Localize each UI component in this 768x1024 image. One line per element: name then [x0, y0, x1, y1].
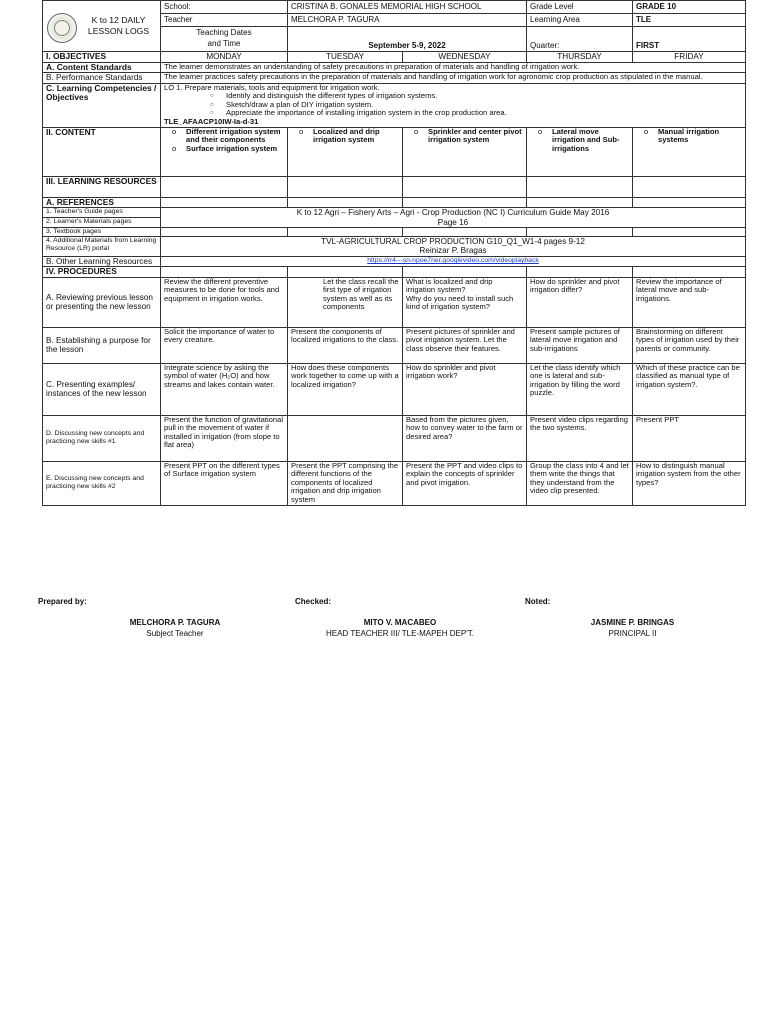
lo-item: ○ Identify and distinguish the different types of irrigation systems.: [226, 92, 742, 101]
procedure-cell-thursday: Group the class into 4 and let them write the things that they understand from the video clip presented.: [527, 461, 633, 505]
procedure-cell-monday: Integrate science by asking the symbol of water (H₂O) and how streams and lakes contain water.: [161, 363, 288, 415]
procedure-cell-monday: Present PPT on the different types of Surface irrigation system: [161, 461, 288, 505]
procedure-cell-tuesday: Let the class recall the first type of irrigation system as well as its components: [288, 277, 403, 327]
content-wednesday: [403, 127, 527, 176]
learners-materials-label: 2. Learner's Materials pages: [43, 218, 161, 228]
empty-cell: [403, 176, 527, 197]
procedure-cell-wednesday: Present pictures of sprinkler and pivot irrigation system. Let the class observe their features.: [403, 327, 527, 363]
objectives-day-row: [43, 52, 746, 63]
other-resources-label: B. Other Learning Resources: [43, 256, 161, 266]
teacher-value: MELCHORA P. TAGURA: [288, 14, 527, 27]
teachers-guide-value: K to 12 Agri – Fishery Arts – Agri - Crop Production (NC I) Curriculum Guide May 2016: [296, 208, 610, 218]
lo-item: ○ Sketch/draw a plan of DIY irrigation system.: [226, 101, 742, 110]
performance-standards-label: B. Performance Standards: [43, 73, 161, 83]
content-friday-item: o Manual irrigation systems: [658, 128, 742, 145]
additional-materials-label: 4. Additional Materials from Learning Resource (LR) portal: [43, 236, 161, 256]
procedure-cell-tuesday: [288, 415, 403, 461]
prepared-title: Subject Teacher: [146, 629, 204, 638]
other-resources-value: [161, 256, 746, 266]
procedure-cell-thursday: Present video clips regarding the two systems.: [527, 415, 633, 461]
school-value: CRISTINA B. GONALES MEMORIAL HIGH SCHOOL: [288, 1, 527, 14]
lesson-log-table: [42, 0, 746, 506]
noted-label: [525, 597, 550, 606]
procedure-cell-thursday: How do sprinkler and pivot irrigation differ?: [527, 277, 633, 327]
grade-label: Grade Level: [527, 1, 633, 14]
procedures-heading-row: [43, 266, 746, 277]
content-thursday-list: [530, 128, 629, 154]
content-monday-list: [164, 128, 284, 154]
other-resources-link[interactable]: https://rr4---sn-npoe7ner.googlevideo.com/videoplayback: [367, 257, 539, 265]
quarter-value: FIRST: [633, 27, 746, 52]
empty-cell: [161, 227, 288, 236]
content-tuesday-item: o Localized and drip irrigation system: [313, 128, 399, 145]
competencies-label: C. Learning Competencies / Objectives: [43, 83, 161, 127]
objectives-heading: I. OBJECTIVES: [43, 52, 161, 63]
procedure-label: C. Presenting examples/ instances of the new lesson: [43, 363, 161, 415]
day-friday: FRIDAY: [633, 52, 746, 63]
noted-name: JASMINE P. BRINGAS: [590, 618, 675, 627]
content-thursday: [527, 127, 633, 176]
content-monday-item: o Surface irrigation system: [186, 145, 284, 154]
procedure-row-d: [43, 415, 746, 461]
content-heading: II. CONTENT: [43, 127, 161, 176]
teacher-label: Teacher: [161, 14, 288, 27]
performance-standards-row: [43, 73, 746, 83]
prepared-by-label-text: Prepared by:: [38, 597, 87, 606]
empty-cell: [633, 227, 746, 236]
prepared-name: MELCHORA P. TAGURA: [129, 618, 221, 627]
log-title-cell: [43, 1, 161, 52]
procedure-label: D. Discussing new concepts and practicing new skills #1: [43, 415, 161, 461]
procedure-cell-thursday: Present sample pictures of lateral move irrigation and sub-irrigations: [527, 327, 633, 363]
procedure-row-c: [43, 363, 746, 415]
content-monday: [161, 127, 288, 176]
school-label: School:: [161, 1, 288, 14]
noted-title: PRINCIPAL II: [608, 629, 657, 638]
dates-label: [161, 27, 288, 52]
dates-value: September 5-9, 2022: [288, 27, 527, 52]
resources-heading-row: [43, 176, 746, 197]
log-title-line2: LESSON LOGS: [87, 26, 150, 36]
procedure-cell-friday: Review the importance of lateral move and sub-irrigations.: [633, 277, 746, 327]
empty-cell: [527, 227, 633, 236]
additional-materials-line2: Reinizar P. Bragas: [419, 246, 487, 256]
procedure-row-e: [43, 461, 746, 505]
performance-standards-value: The learner practices safety precautions in the preparation of materials and handling of irrigation work for agronomic crop production as stipulated in the manual.: [161, 73, 746, 83]
dates-label-line1: Teaching Dates: [196, 28, 252, 37]
content-wednesday-list: [406, 128, 523, 145]
empty-cell: [161, 197, 288, 208]
empty-cell: [527, 176, 633, 197]
day-wednesday: WEDNESDAY: [403, 52, 527, 63]
resources-heading: III. LEARNING RESOURCES: [43, 176, 161, 197]
content-friday: [633, 127, 746, 176]
other-resources-row: [43, 256, 746, 266]
header-row-school: [43, 1, 746, 14]
empty-cell: [288, 197, 403, 208]
lo-item: ○ Appreciate the importance of installing irrigation system in the crop production area.: [226, 109, 742, 118]
day-monday: MONDAY: [161, 52, 288, 63]
procedure-cell-tuesday: Present the PPT comprising the different functions of the components of localized irrigation and drip irrigation system: [288, 461, 403, 505]
additional-materials-line1: TVL-AGRICULTURAL CROP PRODUCTION G10_Q1_W1-4 pages 9-12: [321, 236, 585, 246]
area-label: Learning Area: [527, 14, 633, 27]
procedure-cell-thursday: Let the class identify which one is lateral and sub-irrigation by filling the word puzzle.: [527, 363, 633, 415]
teachers-guide-row: [43, 208, 746, 218]
area-value: TLE: [633, 14, 746, 27]
procedure-cell-friday: Which of these practice can be classified as manual type of irrigation system?.: [633, 363, 746, 415]
content-monday-item: o Different irrigation system and their components: [186, 128, 284, 145]
references-row: [43, 197, 746, 208]
learners-materials-value: Page 16: [437, 217, 469, 227]
competency-code: TLE_AFAACP10IW-Ia-d-31: [164, 116, 259, 126]
content-standards-row: [43, 62, 746, 73]
content-standards-label: A. Content Standards: [43, 62, 161, 73]
dates-label-line2: and Time: [207, 39, 241, 48]
empty-cell: [403, 197, 527, 208]
day-thursday: THURSDAY: [527, 52, 633, 63]
log-title-line1: K to 12 DAILY: [91, 15, 146, 25]
quarter-label: Quarter:: [527, 27, 633, 52]
noted-label-text: Noted:: [525, 597, 551, 606]
empty-cell: [403, 227, 527, 236]
checked-title: HEAD TEACHER III/ TLE-MAPEH DEP'T.: [326, 629, 474, 638]
empty-cell: [288, 176, 403, 197]
empty-cell: [633, 176, 746, 197]
empty-cell: [403, 266, 527, 277]
competencies-row: [43, 83, 746, 127]
procedure-cell-monday: Solicit the importance of water to every creature.: [161, 327, 288, 363]
lo-title: LO 1. Prepare materials, tools and equipment for irrigation work.: [164, 83, 380, 92]
checked-label: [295, 597, 331, 606]
grade-value: GRADE 10: [633, 1, 746, 14]
checked-name: MITO V. MACABEO: [363, 618, 437, 627]
prepared-signatory: [95, 618, 255, 638]
content-friday-list: [636, 128, 742, 145]
content-tuesday-list: [291, 128, 399, 145]
empty-cell: [633, 266, 746, 277]
checked-label-text: Checked:: [295, 597, 332, 606]
empty-cell: [161, 176, 288, 197]
procedure-cell-friday: How to distinguish manual irrigation system from the other types?: [633, 461, 746, 505]
procedure-cell-wednesday: Present the PPT and video clips to explain the concepts of sprinkler and pivot irrigation.: [403, 461, 527, 505]
procedure-cell-tuesday: Present the components of localized irrigations to the class.: [288, 327, 403, 363]
procedure-row-a: [43, 277, 746, 327]
procedure-row-b: [43, 327, 746, 363]
procedure-cell-monday: Present the function of gravitational pull in the movement of water if installed in irrigation (from slope to flat area): [161, 415, 288, 461]
competencies-value: [161, 83, 746, 127]
content-thursday-item: o Lateral move irrigation and Sub-irrigations: [552, 128, 629, 154]
textbook-row: [43, 227, 746, 236]
empty-cell: [527, 266, 633, 277]
procedure-cell-tuesday: How does these components work together to come up with a localized irrigation?: [288, 363, 403, 415]
additional-materials-row: [43, 236, 746, 256]
deped-seal-icon: [47, 13, 77, 43]
teachers-guide-label: 1. Teacher's Guide pages: [43, 208, 161, 218]
references-heading: A. REFERENCES: [43, 197, 161, 208]
procedure-label: A. Reviewing previous lesson or presenting the new lesson: [43, 277, 161, 327]
procedure-cell-wednesday: What is localized and drip irrigation system? Why do you need to install such kind of irrigation system?: [403, 277, 527, 327]
content-row: [43, 127, 746, 176]
empty-cell: [161, 266, 288, 277]
procedure-cell-friday: Present PPT: [633, 415, 746, 461]
textbook-label: 3. Textbook pages: [43, 227, 161, 236]
procedure-cell-wednesday: Based from the pictures given, how to convey water to the farm or desired area?: [403, 415, 527, 461]
empty-cell: [633, 197, 746, 208]
empty-cell: [527, 197, 633, 208]
guide-and-materials-value: [161, 208, 746, 228]
day-tuesday: TUESDAY: [288, 52, 403, 63]
empty-cell: [288, 227, 403, 236]
procedure-cell-monday: Review the different preventive measures to be done for tools and equipment in irrigation works.: [161, 277, 288, 327]
procedure-label: B. Establishing a purpose for the lesson: [43, 327, 161, 363]
content-standards-value: The learner demonstrates an understanding of safety precautions in preparation of materials and handling of irrigation work.: [161, 62, 746, 73]
noted-signatory: [560, 618, 705, 638]
content-wednesday-item: o Sprinkler and center pivot irrigation system: [428, 128, 523, 145]
procedure-cell-friday: Brainstorming on different types of irrigation used by their parents or community.: [633, 327, 746, 363]
checked-signatory: [300, 618, 500, 638]
content-tuesday: [288, 127, 403, 176]
prepared-by-label: [38, 597, 87, 606]
procedure-cell-wednesday: How do sprinkler and pivot irrigation work?: [403, 363, 527, 415]
empty-cell: [288, 266, 403, 277]
procedures-heading: IV. PROCEDURES: [43, 266, 161, 277]
lo-list: [164, 92, 742, 118]
lesson-log-sheet: [42, 0, 745, 506]
additional-materials-value: [161, 236, 746, 256]
procedure-label: E. Discussing new concepts and practicing new skills #2: [43, 461, 161, 505]
